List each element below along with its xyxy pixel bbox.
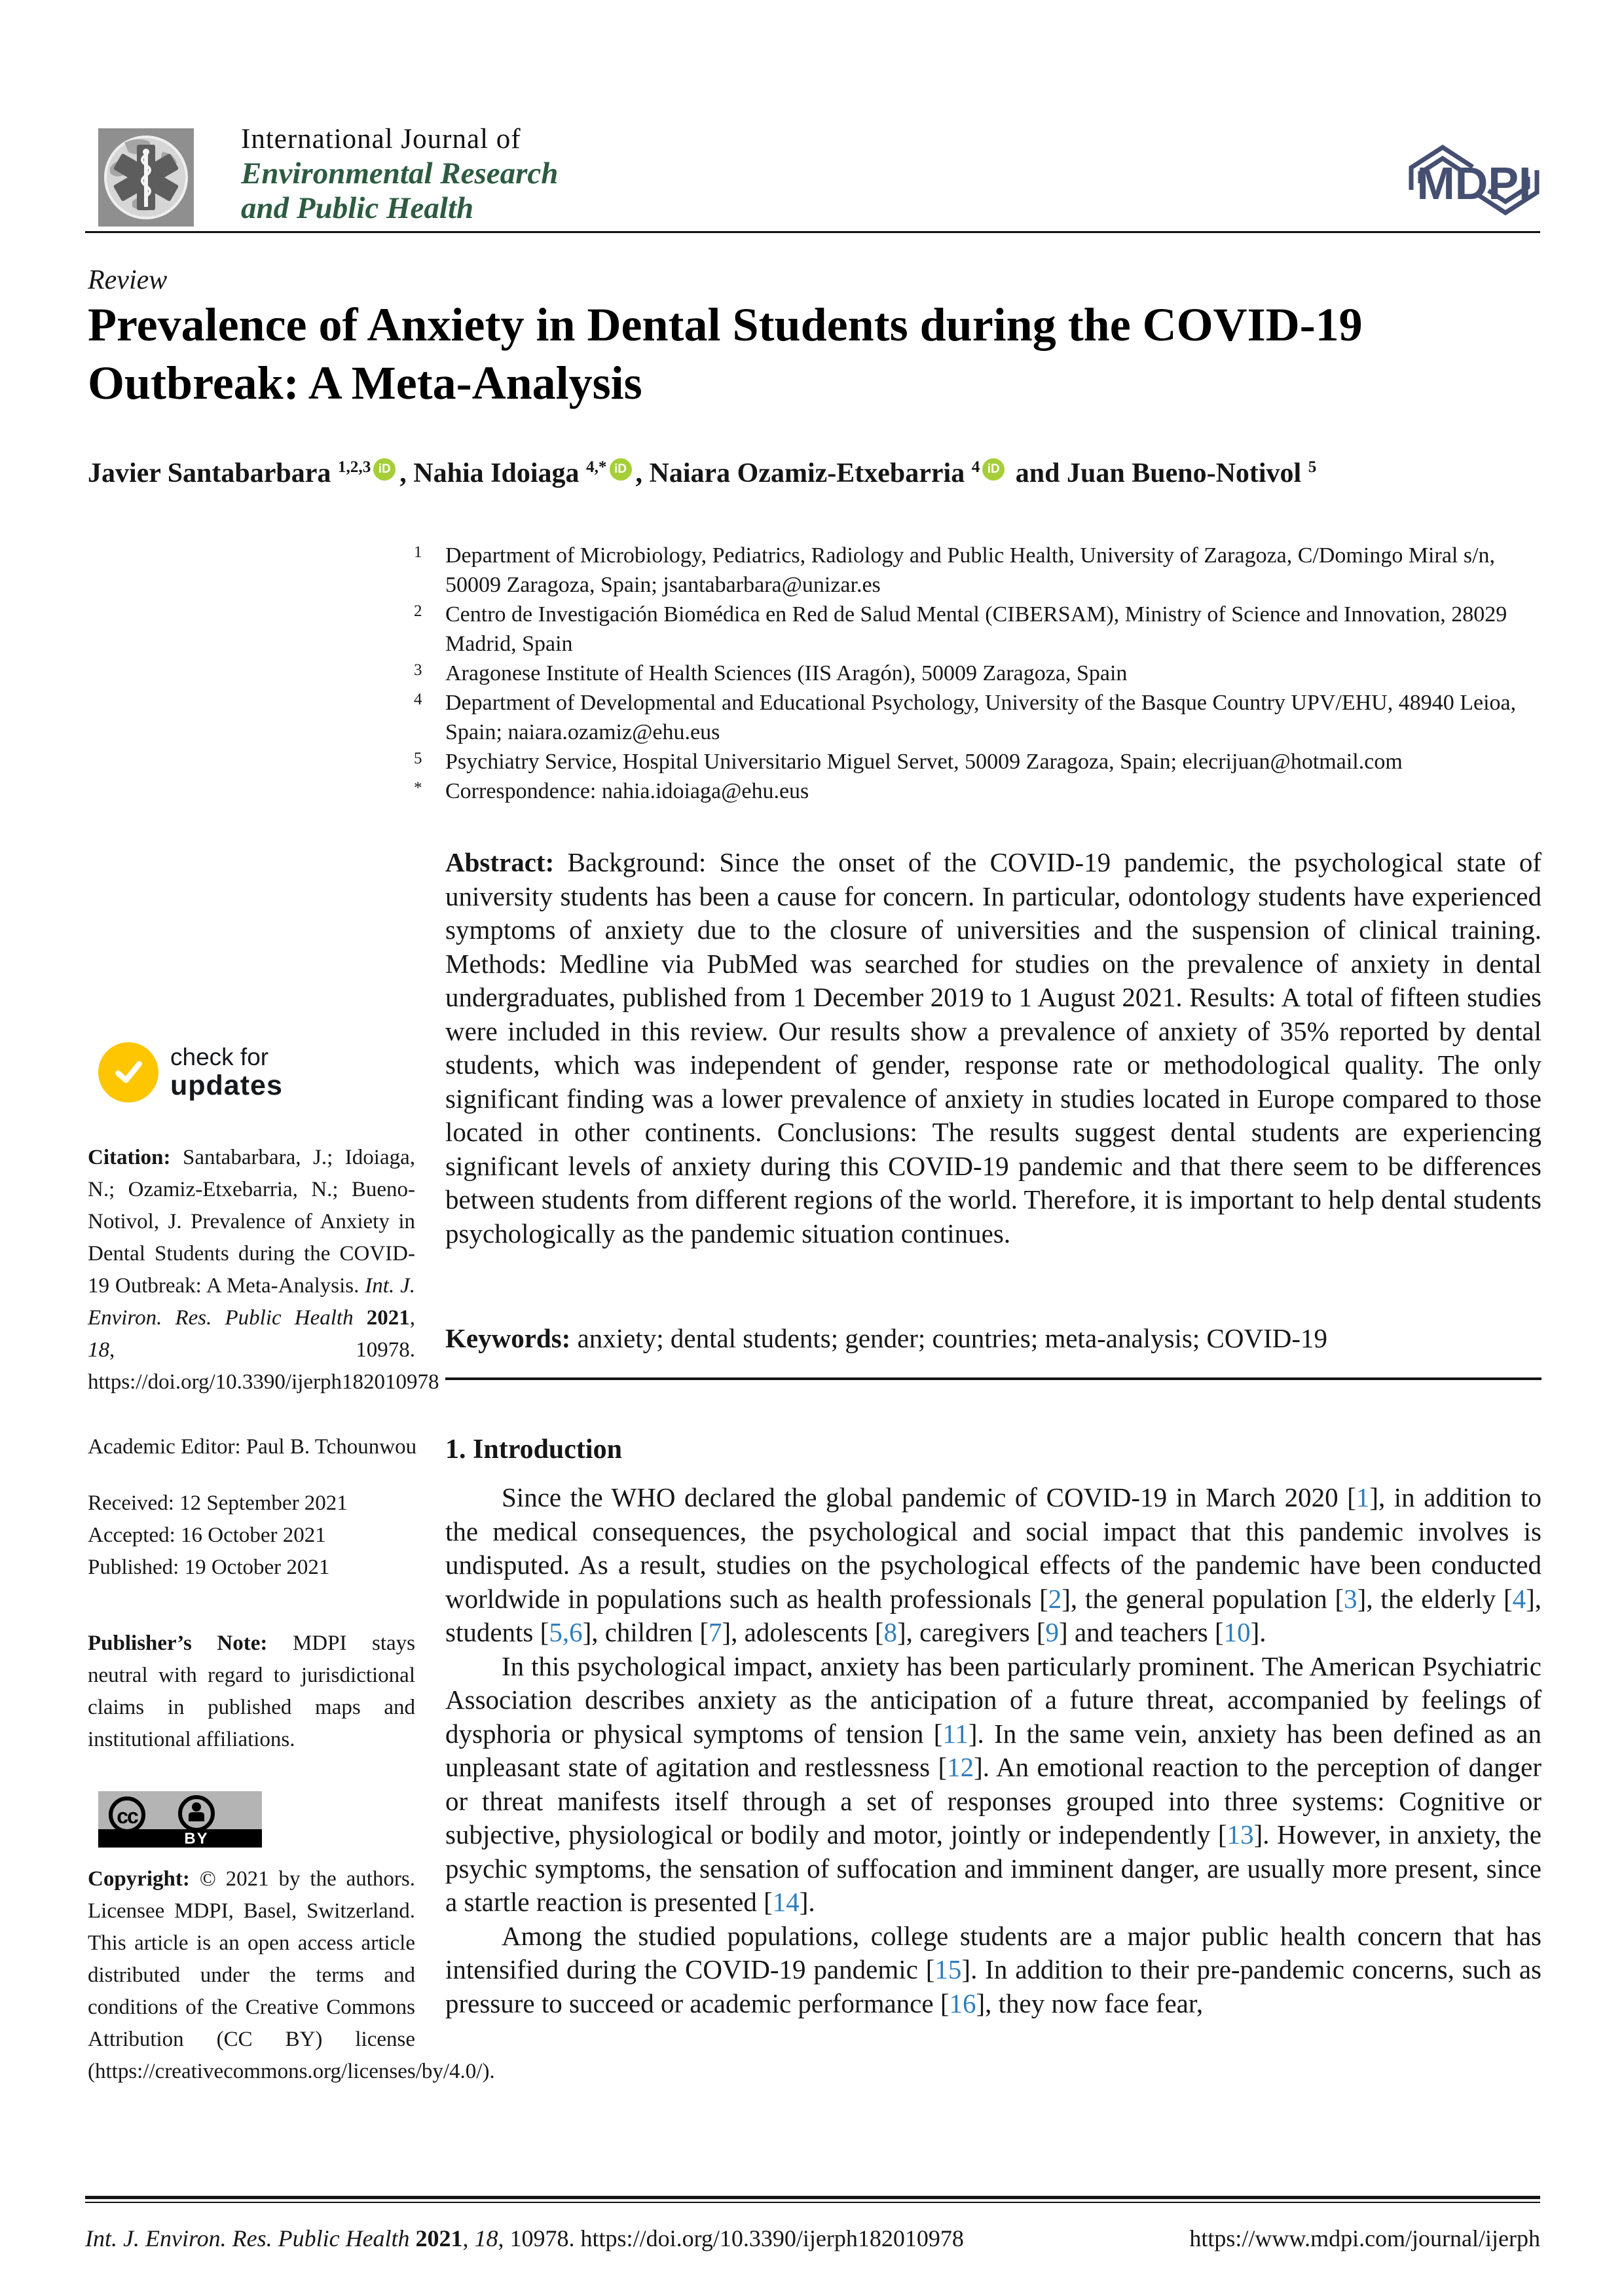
reference-link[interactable]: [ 14 ] (764, 1887, 808, 1917)
reference-link[interactable]: [ 4 ] (1504, 1584, 1535, 1614)
received-date: Received: 12 September 2021 (88, 1491, 348, 1515)
globe-medical-logo-graphic (98, 128, 194, 227)
page-title: Prevalence of Anxiety in Dental Students during the COVID-19 Outbreak: A Meta-Analysis (88, 299, 1363, 409)
citation-block: Citation: Santabarbara, J.; Idoiaga, N.; Ozamiz-Etxebarria, N.; Bueno-Notivol, J. Prevalence of Anxiety in Dental Students during the COVID-19 Outbreak: A Meta-Analysis. Int. J. Environ. Res. Public Health 2021, 18, 10978. https://doi.org/10.3390/ijerph182010978 (88, 1146, 439, 1394)
reference-link[interactable]: [ 1 ] (1347, 1482, 1378, 1512)
affiliation-marker: 2 (414, 602, 422, 620)
reference-link[interactable]: [ 12 ] (938, 1752, 982, 1782)
copyright-block: Copyright: © 2021 by the authors. Licensee MDPI, Basel, Switzerland. This article is an open access article distributed under the terms and conditions of the Creative Commons Attribution (CC BY) license (https://creativecommons.org/licenses/by/4.0/). (88, 1867, 495, 2083)
orcid-icon[interactable]: iD (982, 458, 1005, 481)
paragraph: Since the WHO declared the global pandemic of COVID-19 in March 2020 [ 1 ] , in addition to the medical consequences, the psychological and social impact that this pandemic involves is undisputed. As a result, studies on the psychological effects of the pandemic have been conducted worldwide in populations such as health professionals [ 2 ] , the general population [ 3 ] , the elderly [ 4 ] , students [ 5,6 ] , children [ 7 ] , adolescents [ 8 ] , caregivers [ 9 ] and teachers [ 10 ] . (445, 1481, 1541, 1650)
mdpi-logo-graphic (1405, 139, 1543, 221)
reference-link[interactable]: [ 10 ] (1215, 1617, 1259, 1647)
history-dates (88, 1487, 415, 1584)
check-for-updates-badge[interactable] (98, 1042, 283, 1102)
authors-line: Javier Santabarbara $^{1,2,3}$ iD , Nahia Idoiaga $^{4,*}$ iD , Naiara Ozamiz-Etxebarria $^4$ iD and Juan Bueno-Notivol $^5$ (88, 458, 1317, 488)
keywords-divider (445, 1377, 1541, 1380)
introduction-body (445, 1481, 1541, 2020)
affiliation-item (406, 747, 1545, 776)
publishers-note: Publisher’s Note: MDPI stays neutral with regard to jurisdictional claims in published maps and institutional affiliations. (88, 1631, 415, 1751)
affiliation-item (406, 541, 1545, 600)
correspondence-item (406, 776, 1545, 806)
affiliation-marker: 1 (414, 543, 422, 561)
reference-link[interactable]: [ 9 ] (1037, 1617, 1068, 1647)
reference-link[interactable]: [ 16 ] (940, 1988, 985, 2018)
check-icon (98, 1042, 158, 1102)
reference-link[interactable]: [ 7 ] (699, 1617, 731, 1647)
article-type-label: Review (88, 265, 168, 295)
journal-name (241, 122, 558, 226)
cc-by-license-badge[interactable] (98, 1791, 262, 1848)
correspondence-text: Correspondence: nahia.idoiaga@ehu.eus (445, 779, 809, 803)
affiliation-marker: 5 (414, 750, 422, 767)
journal-name-line3: and Public Health (241, 191, 474, 225)
paragraph: Among the studied populations, college students are a major public health concern that has intensified during the COVID-19 pandemic [ 15 ] . In addition to their pre-pandemic concerns, such as pressure to succeed or academic performance [ 16 ] , they now face fear, (445, 1920, 1541, 2021)
affiliation-text: Department of Developmental and Educational Psychology, University of the Basque Country UPV/EHU, 48940 Leioa, Spain; naiara.ozamiz@ehu.eus (445, 691, 1517, 744)
affiliation-text: Centro de Investigación Biomédica en Red de Salud Mental (CIBERSAM), Ministry of Science and Innovation, 28029 Madrid, Spain (445, 602, 1507, 656)
orcid-icon[interactable]: iD (373, 458, 396, 481)
affiliation-marker: 3 (414, 661, 422, 679)
reference-link[interactable]: [ 5,6 ] (540, 1617, 592, 1647)
reference-link[interactable]: [ 8 ] (875, 1617, 906, 1647)
journal-name-line1: International Journal of (241, 124, 521, 155)
reference-link[interactable]: [ 13 ] (1218, 1819, 1263, 1850)
affiliation-item (406, 688, 1545, 747)
attribution-person-icon (178, 1795, 215, 1832)
header-divider (85, 231, 1540, 233)
accepted-date: Accepted: 16 October 2021 (88, 1523, 326, 1547)
affiliation-item (406, 659, 1545, 688)
correspondence-marker: * (414, 779, 422, 797)
affiliations-list (406, 541, 1545, 806)
check-for-updates-text: check for updates (170, 1044, 283, 1101)
cc-by-label: BY (184, 1830, 209, 1848)
reference-link[interactable]: [ 3 ] (1335, 1584, 1367, 1614)
keywords: Keywords: anxiety; dental students; gender; countries; meta-analysis; COVID-19 (445, 1323, 1327, 1353)
footer-divider (85, 2196, 1540, 2203)
abstract: Abstract: Background: Since the onset of the COVID-19 pandemic, the psychological state of university students has been a cause for concern. In particular, odontology students have experienced symptoms of anxiety due to the closure of universities and the suspension of clinical training. Methods: Medline via PubMed was searched for studies on the prevalence of anxiety in dental undergraduates, published from 1 December 2019 to 1 August 2021. Results: A total of fifteen studies were included in this review. Our results show a prevalence of anxiety of 35% reported by dental students, which was independent of gender, response rate or methodological quality. The only significant finding was a lower prevalence of anxiety in studies located in Europe compared to those located in other continents. Conclusions: The results suggest dental students are experiencing significant levels of anxiety during this COVID-19 pandemic and that there seem to be differences between students from different regions of the world. Therefore, it is important to help dental students psychologically as the pandemic situation continues. (445, 847, 1541, 1248)
footer-citation: Int. J. Environ. Res. Public Health 2021, 18, 10978. https://doi.org/10.3390/ijerph182010978 (85, 2225, 964, 2251)
journal-name-line2: Environmental Research (241, 156, 559, 191)
affiliation-item (406, 600, 1545, 659)
affiliation-text: Aragonese Institute of Health Sciences (IIS Aragón), 50009 Zaragoza, Spain (445, 661, 1128, 685)
reference-link[interactable]: [ 15 ] (926, 1954, 970, 1984)
affiliation-text: Psychiatry Service, Hospital Universitario Miguel Servet, 50009 Zaragoza, Spain; elecrijuan@hotmail.com (445, 750, 1403, 774)
affiliation-text: Department of Microbiology, Pediatrics, Radiology and Public Health, University of Zaragoza, C/Domingo Miral s/n, 50009 Zaragoza, Spain; jsantabarbara@unizar.es (445, 543, 1496, 597)
cc-icon: cc (109, 1796, 145, 1833)
paragraph: In this psychological impact, anxiety has been particularly prominent. The American Psychiatric Association describes anxiety as the anticipation of a future threat, accompanied by feelings of dysphoria or physical symptoms of tension [ 11 ] . In the same vein, anxiety has been defined as an unpleasant state of agitation and restlessness [ 12 ] . An emotional reaction to the perception of danger or threat manifests itself through a set of responses grouped into three systems: Cognitive or subjective, physiological or bodily and motor, jointly or independently [ 13 ] . However, in anxiety, the psychic symptoms, the sensation of suffocation and imminent danger, are usually more present, since a startle reaction is presented [ 14 ] . (445, 1650, 1541, 1920)
footer-journal-url[interactable]: https://www.mdpi.com/journal/ijerph (1189, 2225, 1540, 2251)
reference-link[interactable]: [ 11 ] (934, 1719, 978, 1749)
svg-text:MDPI: MDPI (1416, 158, 1532, 209)
orcid-icon[interactable]: iD (610, 458, 632, 481)
page-footer (85, 2225, 1540, 2252)
academic-editor: Academic Editor: Paul B. Tchounwou (88, 1435, 417, 1459)
journal-logo (98, 128, 194, 227)
mdpi-logo[interactable] (1405, 139, 1543, 221)
reference-link[interactable]: [ 2 ] (1039, 1584, 1071, 1614)
section-heading-introduction: 1. Introduction (445, 1434, 622, 1465)
published-date: Published: 19 October 2021 (88, 1556, 330, 1579)
affiliation-marker: 4 (414, 691, 422, 708)
